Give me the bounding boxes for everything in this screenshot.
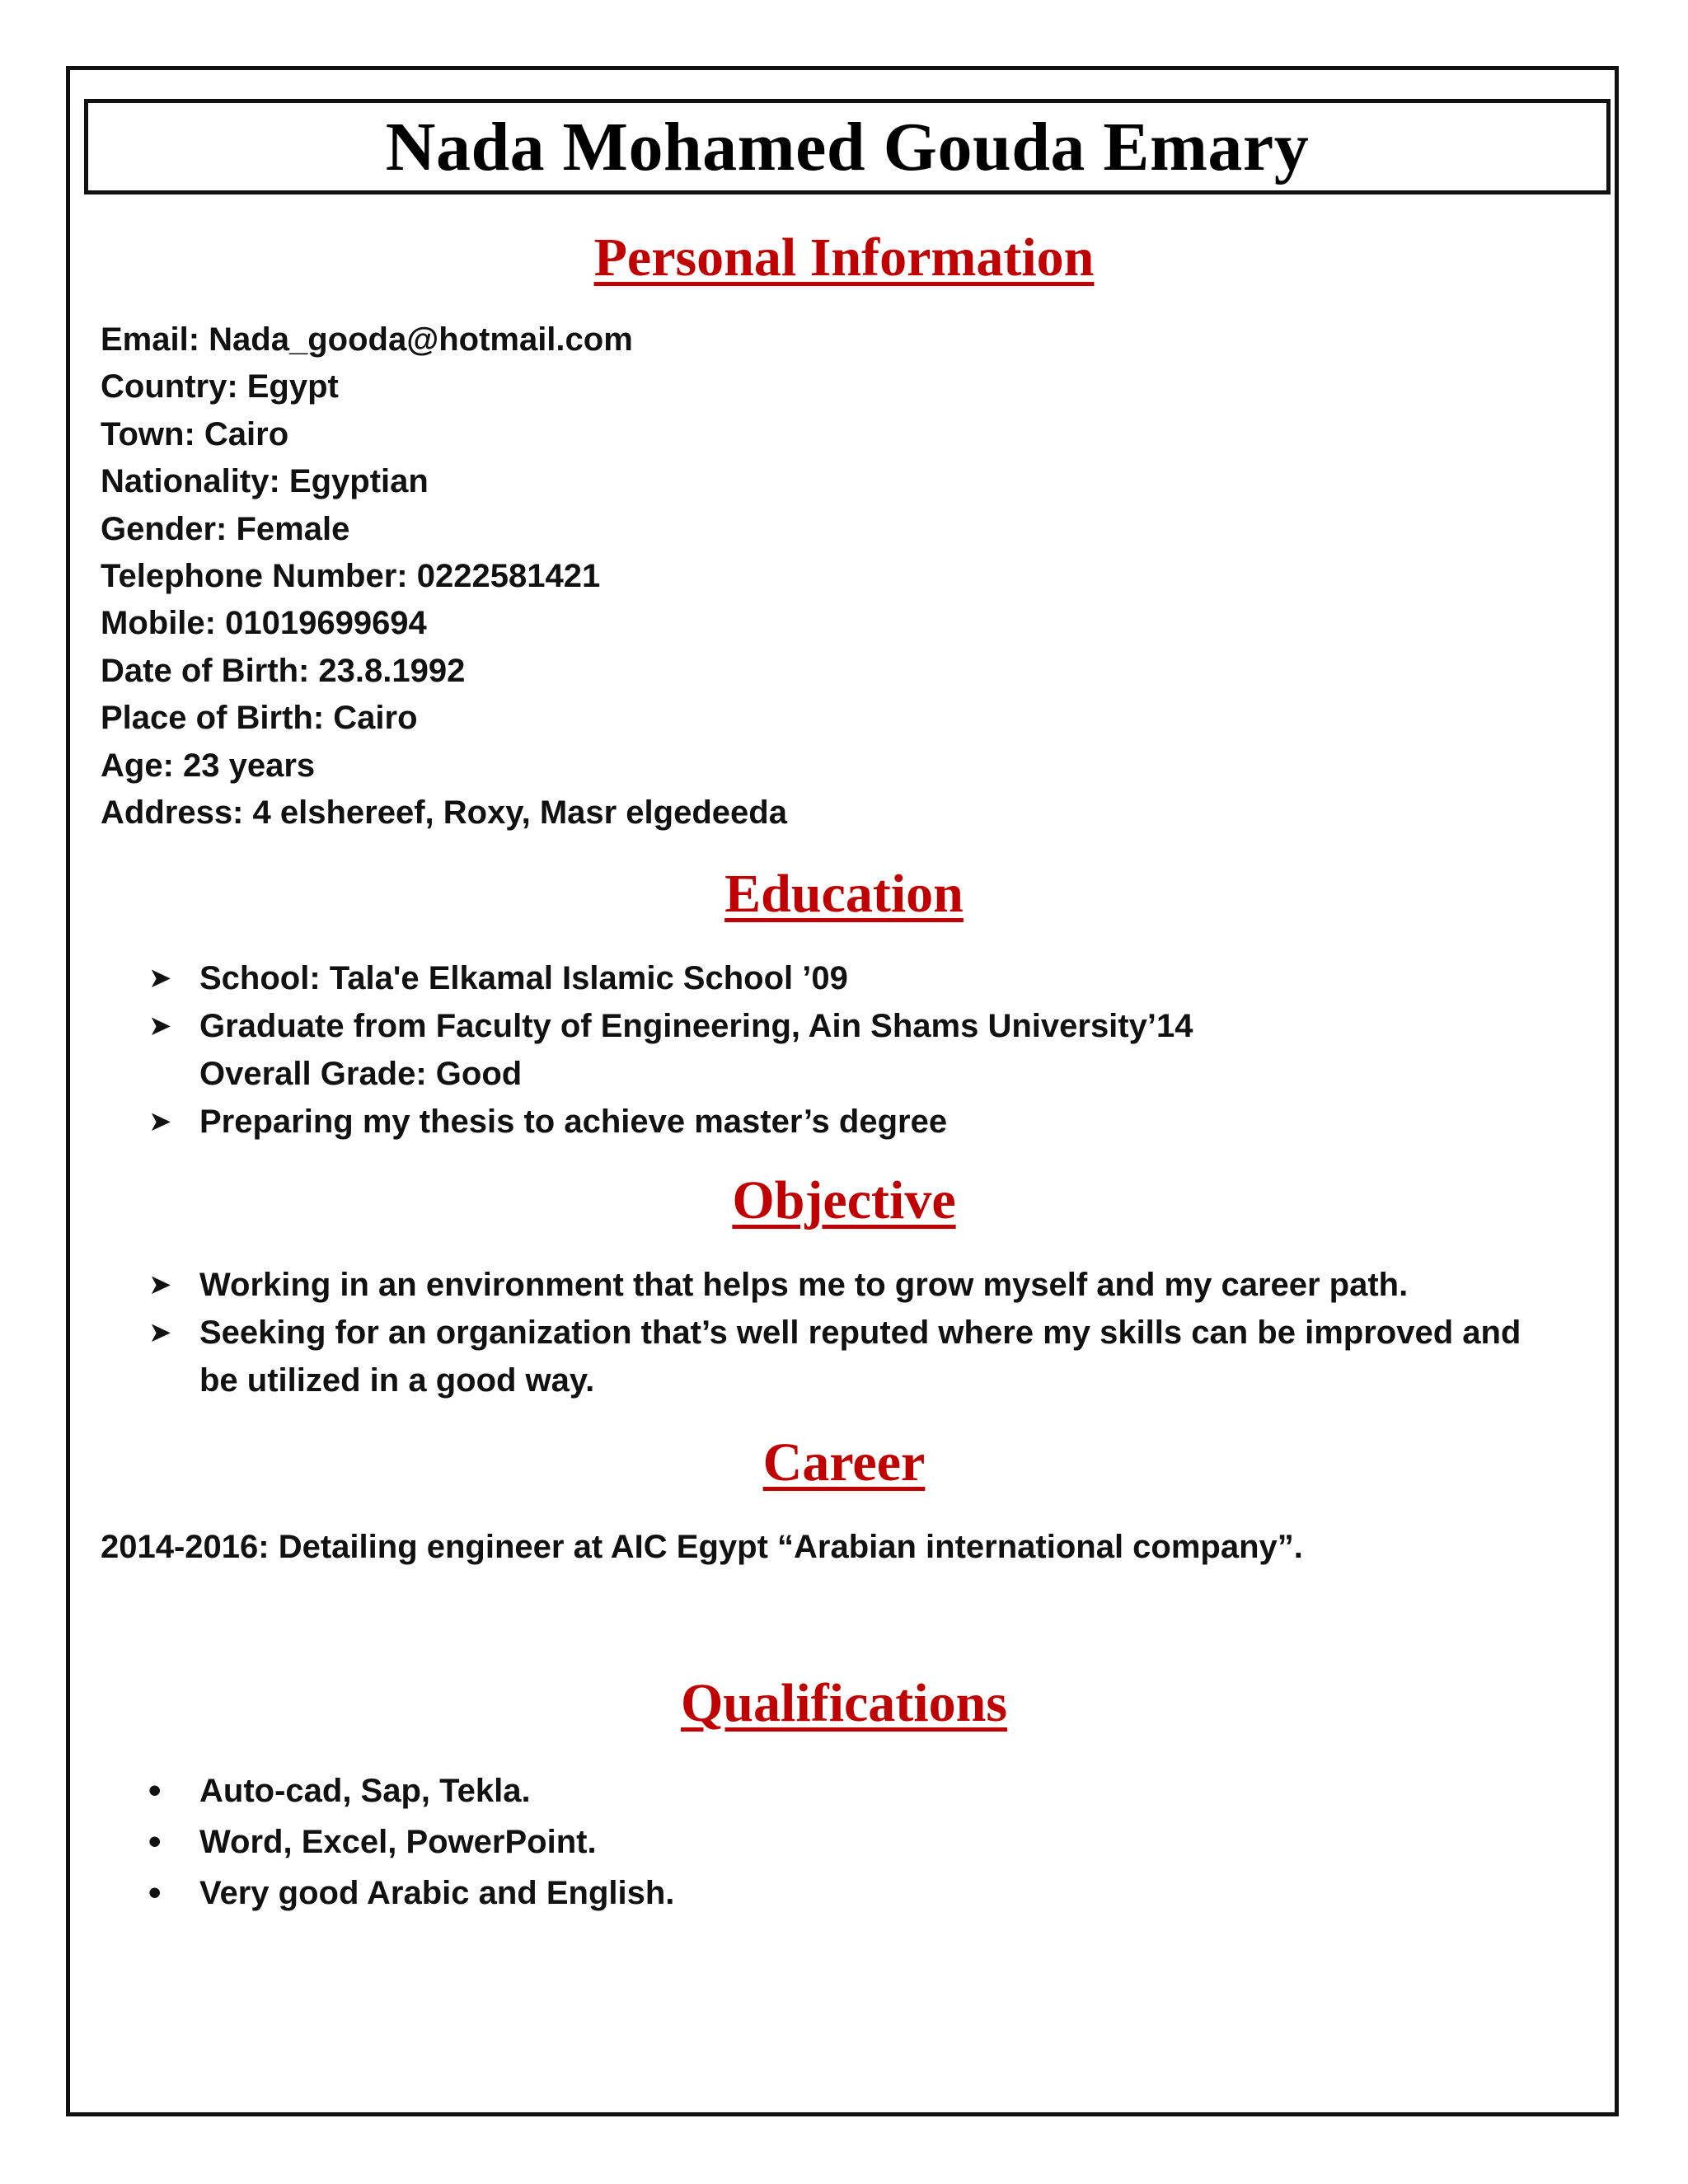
career-entry: 2014-2016: Detailing engineer at AIC Egypt “Arabian international company”. — [101, 1529, 1303, 1565]
info-email: Email: Nada_gooda@hotmail.com — [101, 321, 633, 358]
qualification-office: Word, Excel, PowerPoint. — [199, 1824, 597, 1860]
info-country: Country: Egypt — [101, 368, 339, 405]
qualification-item — [148, 1816, 674, 1868]
qualification-item — [148, 1868, 674, 1919]
education-list — [148, 954, 1193, 1146]
dot-bullet-icon: • — [148, 1821, 162, 1862]
arrow-bullet-icon: ➤ — [148, 962, 172, 995]
education-item — [148, 1098, 1193, 1146]
dot-bullet-icon: • — [148, 1872, 162, 1913]
education-item — [148, 954, 1193, 1002]
qualifications-list — [148, 1765, 674, 1919]
education-thesis: Preparing my thesis to achieve master’s degree — [199, 1104, 948, 1140]
dot-bullet-icon: • — [148, 1770, 162, 1811]
objective-item — [148, 1261, 1521, 1309]
objective-list — [148, 1261, 1521, 1404]
objective-organization: Seeking for an organization that’s well reputed where my skills can be improved and — [199, 1315, 1522, 1351]
info-telephone: Telephone Number: 0222581421 — [101, 558, 601, 595]
education-university: Graduate from Faculty of Engineering, Ain Shams University’14 — [199, 1008, 1193, 1044]
info-date-of-birth: Date of Birth: 23.8.1992 — [101, 652, 466, 689]
education-grade: Overall Grade: Good — [199, 1056, 523, 1092]
info-place-of-birth: Place of Birth: Cairo — [101, 700, 418, 737]
arrow-bullet-icon: ➤ — [148, 1010, 172, 1043]
qualification-software: Auto-cad, Sap, Tekla. — [199, 1773, 531, 1809]
info-town: Town: Cairo — [101, 415, 289, 452]
education-item — [148, 1002, 1193, 1098]
name-header-box — [84, 99, 1611, 194]
info-nationality: Nationality: Egyptian — [101, 463, 429, 500]
qualification-languages: Very good Arabic and English. — [199, 1875, 675, 1911]
personal-info-list — [101, 316, 787, 837]
candidate-name: Nada Mohamed Gouda Emary — [385, 108, 1310, 185]
objective-growth: Working in an environment that helps me to grow myself and my career path. — [199, 1267, 1409, 1303]
objective-item — [148, 1309, 1521, 1404]
info-address: Address: 4 elshereef, Roxy, Masr elgedeeda — [101, 794, 787, 832]
info-mobile: Mobile: 01019699694 — [101, 605, 427, 642]
objective-organization-cont: be utilized in a good way. — [199, 1362, 595, 1399]
arrow-bullet-icon: ➤ — [148, 1105, 172, 1138]
heading-education: Education — [724, 864, 964, 924]
info-gender: Gender: Female — [101, 510, 350, 547]
heading-personal-information: Personal Information — [593, 227, 1095, 288]
heading-objective: Objective — [732, 1170, 956, 1230]
heading-career: Career — [762, 1432, 926, 1493]
info-age: Age: 23 years — [101, 747, 316, 784]
heading-qualifications: Qualifications — [680, 1673, 1008, 1733]
arrow-bullet-icon: ➤ — [148, 1316, 172, 1349]
qualification-item — [148, 1765, 674, 1816]
arrow-bullet-icon: ➤ — [148, 1268, 172, 1301]
education-school: School: Tala'e Elkamal Islamic School ’09 — [199, 960, 848, 996]
